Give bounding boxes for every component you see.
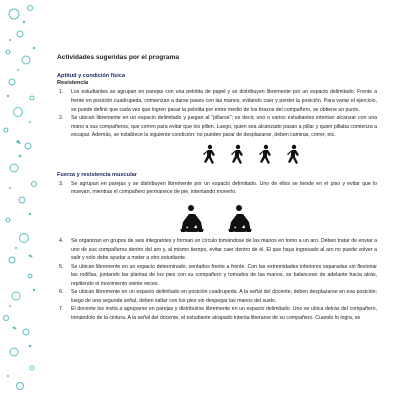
running-figures-illustration (57, 144, 377, 166)
activity-number: 7. (59, 306, 64, 313)
activity-list-2 (57, 180, 377, 197)
activity-item (57, 114, 377, 140)
activity-text: Los estudiantes se agrupan en parejas con una pelotita de papel y se distribuyen libremente por un espacio delimitado. Frente a frente en posición cuadrupeda, comienzan a darse pases con las manos, evitando caer y perder la posición. Para variar el ejercicio, se puede definir que cada vez que logren pasar la pelotita por entre medio de los brazos del compañero, se obtiene un punto. (71, 89, 377, 113)
activity-item (57, 263, 377, 289)
activity-item (57, 288, 377, 305)
activity-number: 4. (59, 237, 64, 244)
activity-number: 2. (59, 115, 64, 122)
wrestling-pairs-illustration (57, 203, 377, 233)
subhead-fuerza: Fuerza y resistencia muscular (57, 171, 137, 178)
running-figures-icon (202, 144, 322, 166)
activity-list-3 (57, 237, 377, 322)
activity-text: Se agrupan en parejas y se distribuyen libremente por un espacio delimitado. Uno de ellos se tiende en el piso y evitar que lo muevan, mientras el compañero permanece de pie, intentando moverlo. (71, 180, 377, 196)
activity-item (57, 305, 377, 322)
activity-text: El docente los invita a agruparse en parejas y distribuirse libremente en un espacio delimitado. Uno se ubica detrás del compañero, tomándolo de la cintura. A la señal del docente, el estudiante atrapado intenta liberarse de su compañero. Cuando lo logra, se (71, 306, 377, 321)
document-body (57, 54, 377, 322)
activity-text: Se ubican libremente en un espacio determinado, sentados frente a frente. Con las extremidades inferiores separadas sin flexionar las rodillas, juntando las plantas de los pies con su compañero y tomados de las manos, se balancean de adelante hacia atrás, repitiendo el movimiento veinte veces. (71, 263, 377, 287)
subhead-resistencia: Resistencia (57, 80, 89, 87)
activity-number: 1. (59, 89, 64, 96)
wrestling-pairs-icon (177, 203, 277, 233)
activity-number: 3. (59, 180, 64, 187)
activity-text: Se organizan en grupos de seis integrantes y forman un círculo tomándose de las manos en torno a un aro. Deben tratar de enviar a uno de sus compañeros dentro del aro y, al mismo tiempo, evitar caer dentro de él. El que haya ingresado al aro no puede volver a salir y solo debe ayudar a meter a otro estudiante. (71, 237, 377, 262)
activity-item (57, 180, 377, 197)
activity-text: Se ubican libremente en un espacio delimitado y juegan al "pillarse"; es decir, uno o varios estudiantes intentan alcanzar con una mano a sus compañeros, que corren para evitar que los pillen. Luego, quien sea alcanzado pasan a pillar y quien pillaba comienza a escapar. Además, se establece la siguiente condición: no pueden parar de desplazarse, deben caminar, correr, etc. (71, 115, 377, 139)
activity-number: 6. (59, 289, 64, 296)
section-title: Actividades sugeridas por el programa (57, 54, 180, 61)
activity-list-1 (57, 88, 377, 139)
activity-item (57, 237, 377, 263)
margin-decoration (0, 0, 48, 400)
activity-text: Se ubican libremente en un espacio delimitado en posición cuadrupeda. A la señal del docente, deben desplazarse en esa posición; luego de una segunda señal, deben saltar con los pies sin despegar las manos del suelo. (71, 289, 377, 304)
subhead-aptitud: Aptitud y condición física (57, 73, 126, 79)
activity-item (57, 88, 377, 114)
activity-number: 5. (59, 263, 64, 270)
